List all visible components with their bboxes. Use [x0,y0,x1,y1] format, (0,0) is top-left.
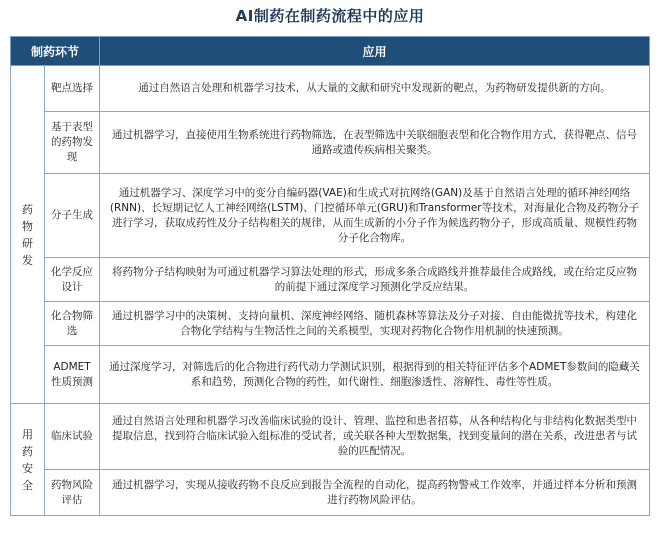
table-row [11,258,650,302]
desc-cell: 通过深度学习，对筛选后的化合物进行药代动力学测试识别，根据得到的相关特征评估多个ADMET参数间的隐藏关系和趋势，预测化合物的药性，如代谢性、细胞渗透性、溶解性、毒性等性质。 [100,346,650,404]
category-label: 用药安全 [22,427,33,492]
desc-cell: 通过自然语言处理和机器学习改善临床试验的设计、管理、监控和患者招募，从各种结构化与非结构化数据类型中提取信息，找到符合临床试验入组标准的受试者，或关联各种大型数据集，找到变量间的潜在关系，改进患者与试验的匹配情况。 [100,404,650,470]
stage-cell: ADMET性质预测 [45,346,100,404]
stage-cell: 分子生成 [45,174,100,258]
stage-cell: 化学反应设计 [45,258,100,302]
desc-cell: 通过自然语言处理和机器学习技术，从大量的文献和研究中发现新的靶点，为药物研发提供新的方向。 [100,66,650,112]
table-row [11,112,650,174]
category-label: 药物研发 [22,202,33,267]
table-row [11,470,650,516]
desc-cell: 通过机器学习中的决策树、支持向量机、深度神经网络、随机森林等算法及分子对接、自由能微扰等技术，构建化合物化学结构与生物活性之间的关系模型，实现对药物化合物作用机制的快速预测。 [100,302,650,346]
desc-cell: 通过机器学习，直接使用生物系统进行药物筛选，在表型筛选中关联细胞表型和化合物作用方式，获得靶点、信号通路或遗传疾病相关聚类。 [100,112,650,174]
table-row [11,346,650,404]
table-row [11,174,650,258]
desc-cell: 将药物分子结构映射为可通过机器学习算法处理的形式，形成多条合成路线并推荐最佳合成路线，或在给定反应物的前提下通过深度学习预测化学反应结果。 [100,258,650,302]
table-row [11,302,650,346]
category-cell [11,404,45,516]
pharma-table [10,36,650,516]
table-row [11,66,650,112]
table-row [11,404,650,470]
desc-cell: 通过机器学习，实现从接收药物不良反应到报告全流程的自动化，提高药物警戒工作效率，并通过样本分析和预测进行药物风险评估。 [100,470,650,516]
stage-cell: 药物风险评估 [45,470,100,516]
category-cell [11,66,45,404]
stage-cell: 化合物筛选 [45,302,100,346]
stage-cell: 基于表型的药物发现 [45,112,100,174]
stage-cell: 靶点选择 [45,66,100,112]
header-row [11,37,650,66]
page-title: AI制药在制药流程中的应用 [235,7,425,25]
desc-cell: 通过机器学习、深度学习中的变分自编码器(VAE)和生成式对抗网络(GAN)及基于自然语言处理的循环神经网络(RNN)、长短期记忆人工神经网络(LSTM)、门控循环单元(GRU)和Transformer等技术，对海量化合物及药物分子进行学习，获取成药性及分子结构相关的规律，从而生成新的小分子作为候选药物分子，形成高质量、规模性药物分子化合物库。 [100,174,650,258]
header-stage: 制药环节 [11,37,100,66]
stage-cell: 临床试验 [45,404,100,470]
header-application: 应用 [100,37,650,66]
